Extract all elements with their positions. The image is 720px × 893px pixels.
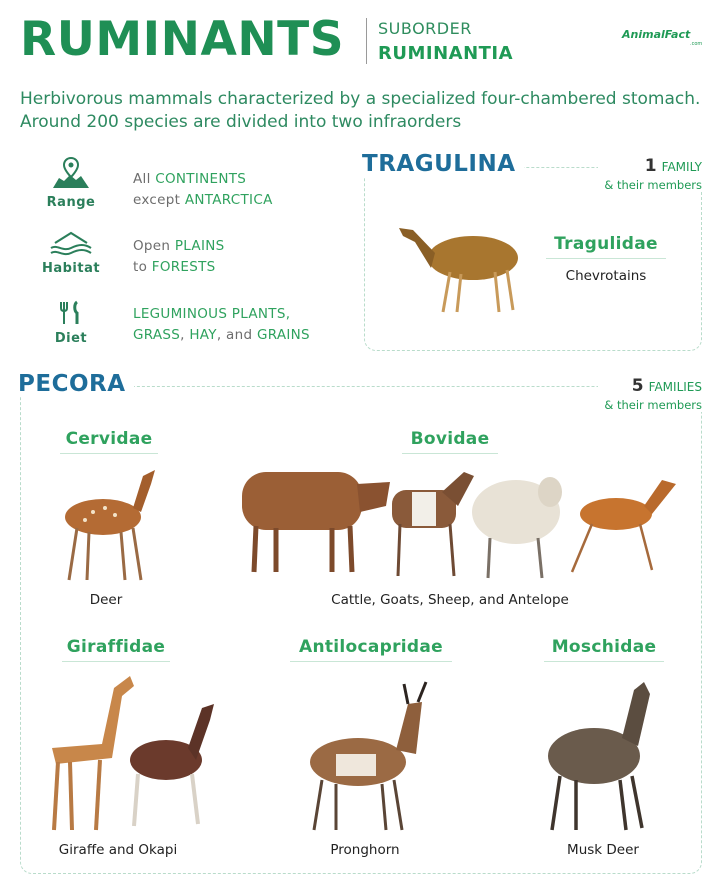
common-giraffidae: Giraffe and Okapi — [58, 842, 178, 858]
house-icon — [49, 230, 93, 256]
suborder-name: RUMINANTIA — [378, 43, 514, 64]
sheep-image — [472, 477, 562, 578]
family-bovidae: Bovidae — [402, 429, 498, 454]
habitat-fact-icon — [36, 230, 106, 276]
common-deer: Deer — [89, 592, 123, 608]
suborder-label: SUBORDER — [378, 19, 472, 38]
family-cervidae: Cervidae — [60, 429, 158, 454]
cattle-image — [242, 472, 390, 572]
tragulina-title: TRAGULINA — [362, 151, 524, 177]
goat-image — [392, 472, 474, 576]
diet-fact-icon — [36, 300, 106, 346]
range-fact-icon — [36, 156, 106, 210]
brand-logo-suffix: .com — [690, 41, 703, 47]
range-label: Range — [46, 195, 96, 210]
chevrotain-image — [395, 208, 525, 314]
habitat-text: Open PLAINS to FORESTS — [133, 238, 225, 275]
range-text: All CONTINENTS except ANTARCTICA — [133, 171, 273, 208]
diet-text: LEGUMINOUS PLANTS, GRASS, HAY, and GRAINS — [133, 306, 310, 343]
intro-text: Herbivorous mammals characterized by a specialized four-chambered stomach. Around 200 species are divided into two infraorders — [20, 89, 701, 132]
family-giraffidae: Giraffidae — [62, 637, 170, 662]
brand-logo: AnimalFact — [622, 28, 691, 41]
common-antilocapridae: Pronghorn — [330, 842, 400, 858]
habitat-label: Habitat — [41, 261, 101, 276]
fork-knife-icon — [56, 300, 86, 326]
family-moschidae: Moschidae — [544, 637, 664, 662]
giraffe-okapi-image — [42, 668, 218, 834]
giraffe-image — [52, 676, 134, 830]
family-antilocapridae: Antilocapridae — [290, 637, 452, 662]
common-bovidae: Cattle, Goats, Sheep, and Antelope — [331, 592, 569, 608]
bovidae-group-image — [232, 462, 682, 584]
okapi-image — [130, 704, 214, 826]
tragulina-count: 1 FAMILY & their members — [598, 156, 702, 192]
antelope-image — [572, 480, 676, 572]
musk-deer-image — [538, 672, 668, 834]
pecora-count: 5 FAMILIES & their members — [598, 376, 702, 412]
deer-image — [55, 462, 160, 584]
common-moschidae: Musk Deer — [567, 842, 639, 858]
common-chevrotains: Chevrotains — [565, 268, 647, 284]
family-tragulidae: Tragulidae — [546, 234, 666, 259]
page-title: RUMINANTS — [20, 12, 345, 67]
title-divider — [366, 18, 367, 64]
map-pin-icon — [49, 156, 93, 190]
diet-label: Diet — [54, 331, 88, 346]
pronghorn-image — [296, 680, 436, 834]
pecora-title: PECORA — [18, 371, 134, 397]
